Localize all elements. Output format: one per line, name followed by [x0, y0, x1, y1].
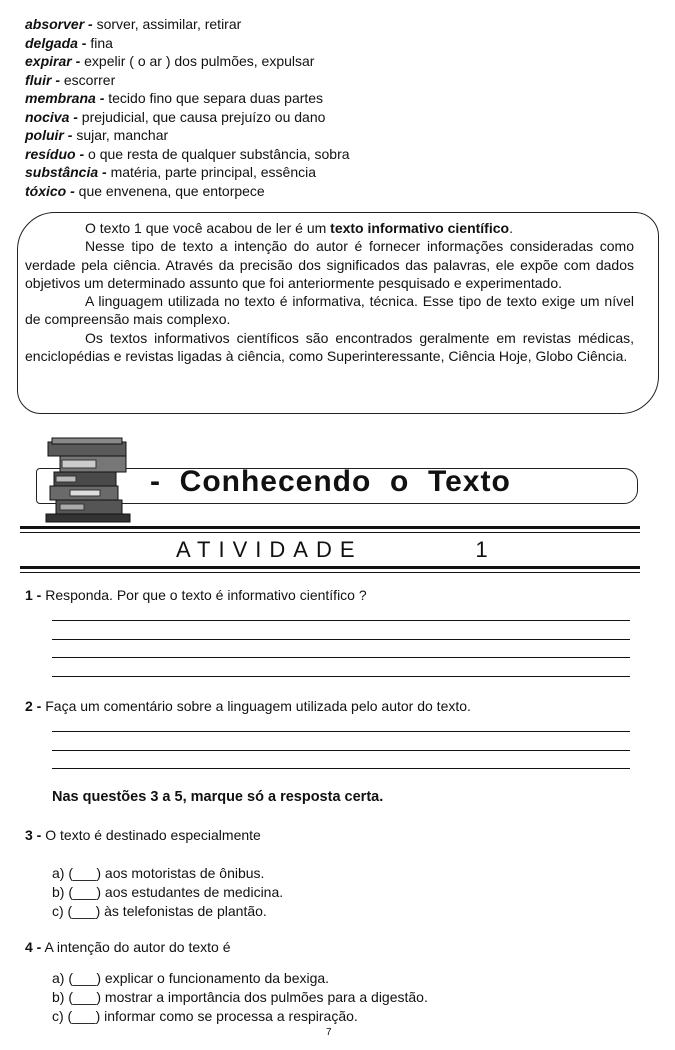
answer-option[interactable]: a) (___) aos motoristas de ônibus. — [52, 865, 265, 881]
question-3 — [25, 826, 261, 844]
glossary-entry — [25, 71, 645, 90]
glossary-definition: sujar, manchar — [72, 127, 169, 143]
answer-line[interactable] — [52, 639, 630, 640]
glossary-term: nociva - — [25, 108, 78, 125]
answer-option[interactable]: a) (___) explicar o funcionamento da bexiga. — [52, 970, 330, 986]
glossary-definition: sorver, assimilar, retirar — [92, 16, 242, 32]
info-box-text — [25, 219, 634, 365]
answer-line[interactable] — [52, 657, 630, 658]
glossary-term: resíduo - — [25, 145, 85, 162]
answer-option[interactable]: b) (___) mostrar a importância dos pulmões para a digestão. — [52, 989, 428, 1005]
glossary-term: delgada - — [25, 34, 87, 51]
question-number: 4 - — [25, 939, 42, 955]
glossary-entry — [25, 126, 645, 145]
section-title: - Conhecendo o Texto — [150, 465, 511, 498]
question-number: 1 - — [25, 587, 42, 603]
glossary-term: absorver - — [25, 16, 93, 32]
page-number: 7 — [326, 1027, 332, 1038]
question-text: Faça um comentário sobre a linguagem utilizada pelo autor do texto. — [41, 698, 471, 714]
glossary-term: substância - — [25, 164, 107, 180]
answer-line[interactable] — [52, 768, 630, 769]
glossary-entry — [25, 145, 645, 164]
divider — [20, 572, 640, 573]
glossary-term: expirar - — [25, 53, 81, 69]
answer-option[interactable]: b) (___) aos estudantes de medicina. — [52, 884, 284, 900]
glossary-entry — [25, 182, 645, 201]
info-paragraph: Os textos informativos científicos são encontrados geralmente em revistas médicas, enciclopédias e revistas ligadas à ciência, como Superinteressante, Ciência Hoje, Globo Ciência. — [25, 329, 634, 365]
info-paragraph: Nesse tipo de texto a intenção do autor é fornecer informações consideradas como verdade pela ciência. Através da precisão dos significados das palavras, ele expõe com dados objetivos um determinado assunto que foi anteriormente pesquisado e experimentado. — [25, 238, 634, 291]
glossary-definition: escorrer — [60, 71, 116, 88]
divider — [20, 532, 640, 533]
glossary-definition: que envenena, que entorpece — [74, 182, 265, 199]
answer-line[interactable] — [52, 750, 630, 751]
answer-line[interactable] — [52, 731, 630, 732]
glossary-term: tóxico - — [25, 182, 75, 199]
glossary-definition: matéria, parte principal, essência — [106, 164, 317, 180]
glossary-term: membrana - — [25, 90, 105, 106]
info-highlight: texto informativo científico — [330, 220, 510, 236]
question-number: 2 - — [25, 698, 42, 714]
glossary-term: fluir - — [25, 71, 60, 88]
glossary-entry — [25, 108, 645, 127]
answer-option[interactable]: c) (___) informar como se processa a respiração. — [52, 1008, 358, 1024]
answer-line[interactable] — [52, 620, 630, 621]
info-paragraph — [25, 219, 634, 237]
info-paragraph: A linguagem utilizada no texto é informativa, técnica. Esse tipo de texto exige um nível de compreensão mais complexo. — [25, 293, 634, 328]
divider — [20, 526, 640, 529]
question-number: 3 - — [25, 827, 42, 843]
glossary-entry — [25, 163, 645, 182]
glossary-definition: prejudicial, que causa prejuízo ou dano — [77, 108, 326, 125]
glossary-entry — [25, 52, 645, 71]
instruction: Nas questões 3 a 5, marque só a resposta certa. — [52, 789, 384, 805]
activity-title: ATIVIDADE 1 — [176, 537, 496, 562]
glossary-definition: tecido fino que separa duas partes — [104, 90, 324, 106]
question-text: O texto é destinado especialmente — [41, 827, 261, 843]
divider — [20, 566, 640, 569]
question-1 — [25, 586, 367, 604]
glossary-definition: o que resta de qualquer substância, sobra — [84, 145, 350, 162]
glossary — [25, 15, 645, 200]
question-text: Responda. Por que o texto é informativo científico ? — [41, 587, 367, 603]
question-text: A intenção do autor do texto é — [41, 939, 231, 955]
books-icon — [40, 432, 140, 524]
answer-option[interactable]: c) (___) às telefonistas de plantão. — [52, 903, 267, 919]
glossary-term: poluir - — [25, 127, 73, 143]
glossary-definition: fina — [86, 34, 113, 51]
question-2 — [25, 697, 471, 715]
glossary-entry — [25, 89, 645, 108]
answer-line[interactable] — [52, 676, 630, 677]
info-text-segment: . — [509, 220, 513, 236]
question-4 — [25, 938, 231, 956]
glossary-entry — [25, 15, 645, 34]
glossary-definition: expelir ( o ar ) dos pulmões, expulsar — [80, 53, 315, 69]
info-text-segment: O texto 1 que você acabou de ler é um — [85, 220, 331, 236]
glossary-entry — [25, 34, 645, 53]
